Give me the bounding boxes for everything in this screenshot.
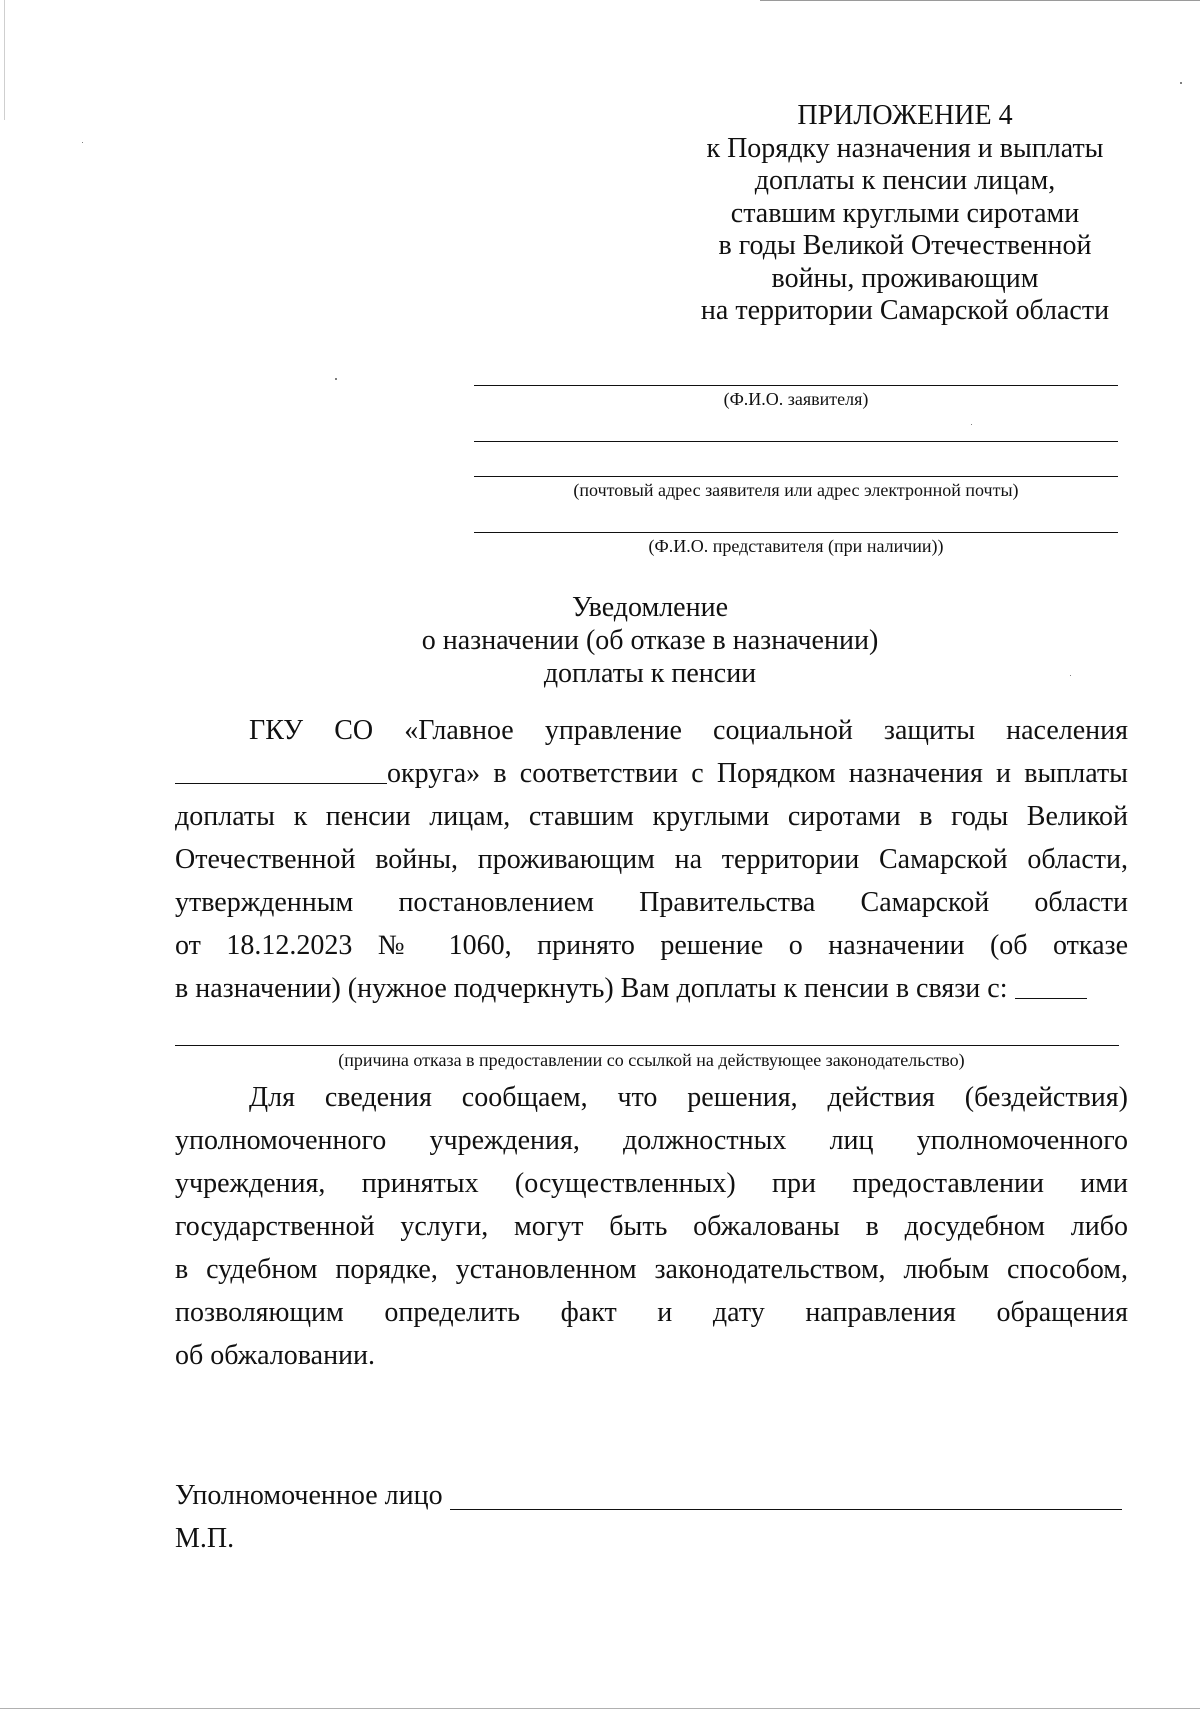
appeal-paragraph-line: уполномоченного учреждения, должностных лиц уполномоченного bbox=[175, 1125, 1128, 1156]
signature-line bbox=[450, 1509, 1122, 1510]
decision-paragraph-line bbox=[175, 972, 1128, 1006]
decision-paragraph-line: от 18.12.2023 № 1060, принято решение о назначении (об отказе bbox=[175, 930, 1128, 961]
scan-speck bbox=[971, 424, 972, 425]
scan-speck bbox=[1180, 82, 1182, 84]
reason-caption: (причина отказа в предоставлении со ссылкой на действующее законодательство) bbox=[338, 1050, 965, 1070]
decision-paragraph-line bbox=[175, 757, 1128, 791]
appendix-line: в годы Великой Отечественной bbox=[718, 230, 1092, 261]
signature-label: Уполномоченное лицо bbox=[175, 1480, 443, 1511]
scan-speck bbox=[1070, 675, 1071, 676]
appendix-title: ПРИЛОЖЕНИЕ 4 bbox=[797, 100, 1013, 131]
appendix-line: доплаты к пенсии лицам, bbox=[754, 165, 1056, 196]
notice-title-line: доплаты к пенсии bbox=[543, 658, 757, 689]
applicant-address-line-1 bbox=[474, 441, 1118, 442]
decision-paragraph-text: в назначении) (нужное подчеркнуть) Вам доплаты к пенсии в связи с: bbox=[175, 973, 1008, 1004]
decision-paragraph-line: ГКУ СО «Главное управление социальной защиты населения bbox=[249, 715, 1128, 746]
notice-title bbox=[300, 591, 1000, 690]
appendix-line: войны, проживающим bbox=[771, 262, 1039, 294]
appendix-header bbox=[680, 100, 1130, 328]
appendix-line: к Порядку назначения и выплаты bbox=[706, 132, 1104, 164]
scan-edge bbox=[760, 0, 1200, 1]
appeal-paragraph-line: об обжаловании. bbox=[175, 1340, 376, 1371]
district-blank bbox=[175, 757, 387, 784]
notice-title-line: о назначении (об отказе в назначении) bbox=[421, 625, 879, 656]
scan-speck bbox=[82, 142, 83, 143]
representative-name-caption: (Ф.И.О. представителя (при наличии)) bbox=[648, 536, 944, 556]
applicant-name-caption: (Ф.И.О. заявителя) bbox=[723, 389, 869, 409]
applicant-name-line bbox=[474, 385, 1118, 386]
scan-edge bbox=[4, 0, 5, 120]
appeal-paragraph-line: позволяющим определить факт и дату направления обращения bbox=[175, 1297, 1128, 1328]
appendix-line: ставшим круглыми сиротами bbox=[730, 197, 1080, 229]
decision-paragraph-text: округа» в соответствии с Порядком назначения и выплаты bbox=[387, 758, 1128, 789]
notice-title-line: Уведомление bbox=[571, 592, 728, 623]
decision-paragraph-line: доплаты к пенсии лицам, ставшим круглыми сиротами в годы Великой bbox=[175, 801, 1128, 832]
appeal-paragraph-line: в судебном порядке, установленном законодательством, любым способом, bbox=[175, 1254, 1128, 1285]
stamp-label: М.П. bbox=[175, 1523, 235, 1554]
decision-paragraph-line: утвержденным постановлением Правительства Самарской области bbox=[175, 887, 1128, 918]
decision-paragraph-line: Отечественной войны, проживающим на территории Самарской области, bbox=[175, 844, 1128, 875]
scan-speck bbox=[335, 378, 337, 380]
reason-blank-start bbox=[1015, 972, 1087, 999]
applicant-address-line-2 bbox=[474, 476, 1118, 477]
applicant-address-caption: (почтовый адрес заявителя или адрес электронной почты) bbox=[573, 480, 1019, 500]
representative-name-line bbox=[474, 532, 1118, 533]
scan-edge bbox=[0, 1708, 1200, 1709]
appendix-line: на территории Самарской области bbox=[700, 295, 1110, 326]
reason-line bbox=[175, 1045, 1119, 1046]
appeal-paragraph-line: учреждения, принятых (осуществленных) при предоставлении ими bbox=[175, 1168, 1128, 1199]
appeal-paragraph-line: Для сведения сообщаем, что решения, действия (бездействия) bbox=[249, 1082, 1128, 1113]
appeal-paragraph-line: государственной услуги, могут быть обжалованы в досудебном либо bbox=[175, 1211, 1128, 1242]
